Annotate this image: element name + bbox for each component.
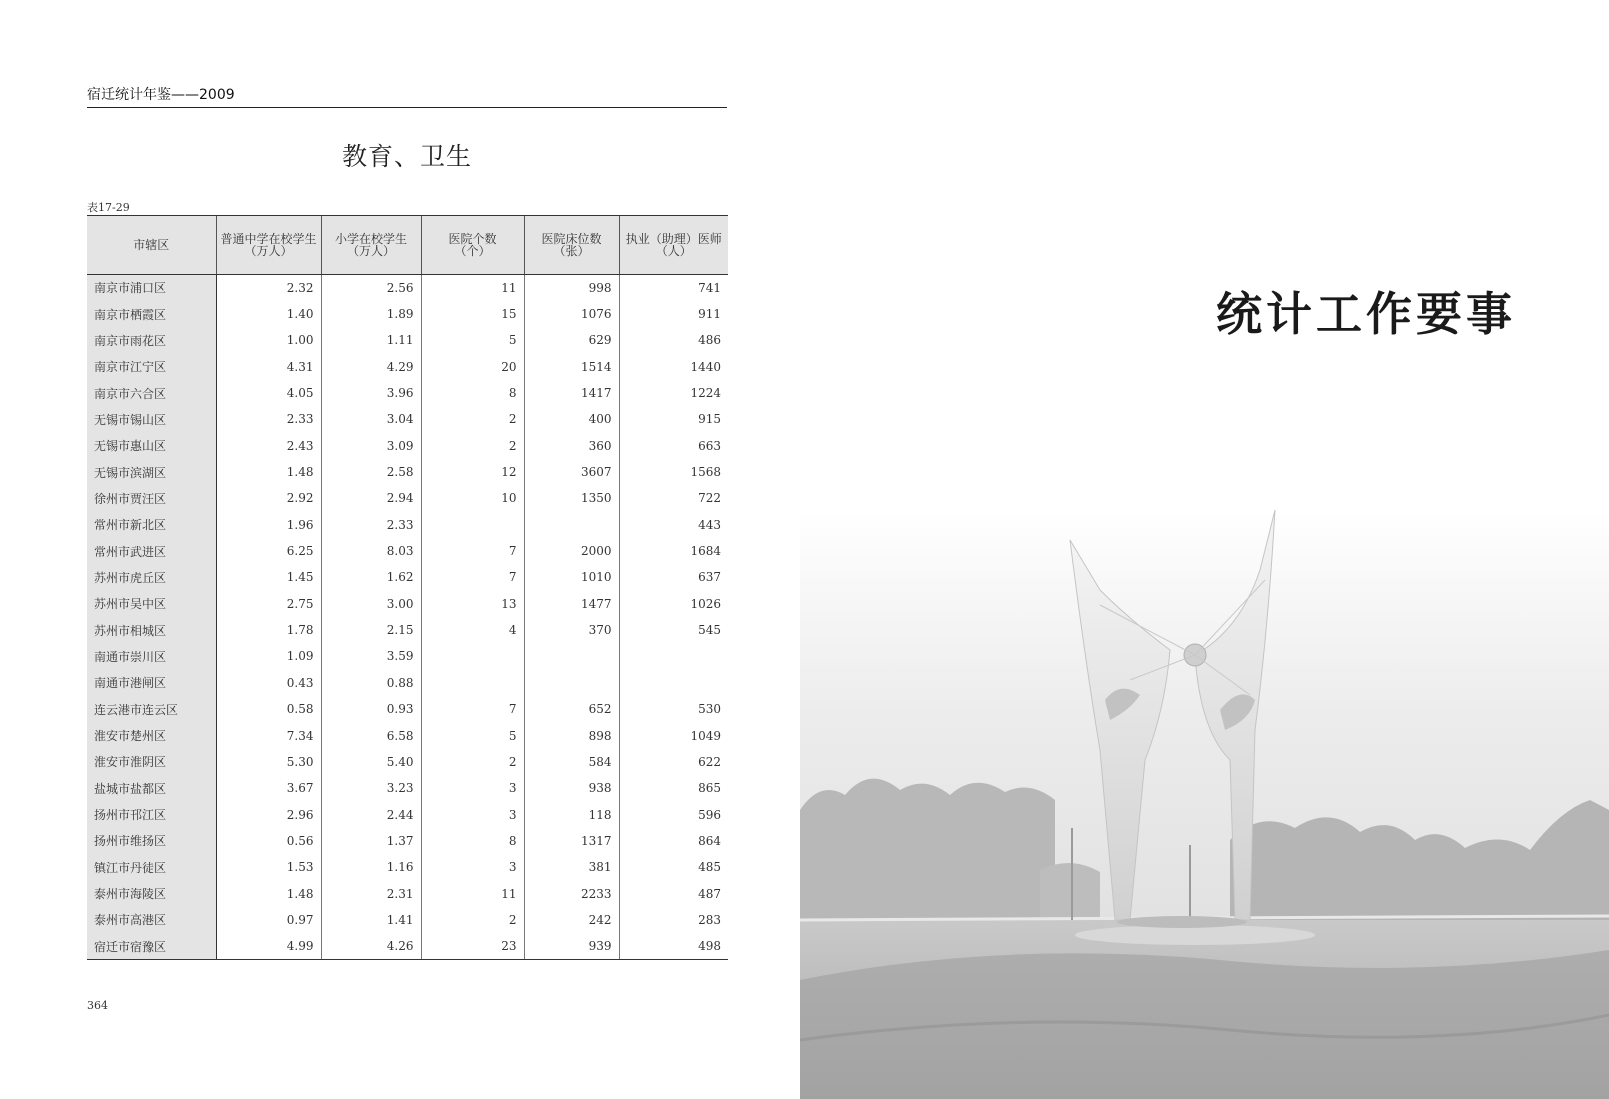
cell-middle-school: 2.92 <box>286 491 314 506</box>
table-header-row <box>87 216 728 275</box>
cell-middle-school: 1.40 <box>286 307 314 322</box>
cell-hospitals: 10 <box>421 485 524 511</box>
cell-physicians: 663 <box>619 433 728 459</box>
chapter-title: 统计工作要事 <box>1216 287 1516 341</box>
cell-beds: 652 <box>524 696 619 722</box>
cell-region: 徐州市贾汪区 <box>87 485 216 511</box>
cell-hospitals: 2 <box>421 406 524 432</box>
cell-region: 盐城市盐都区 <box>87 775 216 801</box>
cell-middle-school: 1.53 <box>286 860 314 875</box>
cell-beds: 3607 <box>524 459 619 485</box>
cell-physicians: 486 <box>619 327 728 353</box>
table-number: 表17-29 <box>87 201 130 214</box>
cell-primary-school: 1.16 <box>321 854 421 880</box>
cell-physicians <box>619 643 728 669</box>
cell-hospitals <box>421 512 524 538</box>
cell-region: 扬州市邗江区 <box>87 801 216 827</box>
cell-primary-school: 0.88 <box>321 670 421 696</box>
table-row <box>87 854 728 880</box>
cell-middle-school: 0.56 <box>286 833 314 848</box>
cell-region: 南通市港闸区 <box>87 670 216 696</box>
cell-beds: 2000 <box>524 538 619 564</box>
cell-physicians: 1026 <box>619 591 728 617</box>
cell-primary-school: 6.58 <box>321 722 421 748</box>
cell-region: 泰州市高港区 <box>87 907 216 933</box>
cell-middle-school: 0.43 <box>286 675 314 690</box>
table-row <box>87 801 728 827</box>
cell-beds: 2233 <box>524 880 619 906</box>
cell-primary-school: 2.33 <box>321 512 421 538</box>
cell-hospitals: 7 <box>421 564 524 590</box>
table-row <box>87 933 728 959</box>
cell-region: 扬州市维扬区 <box>87 828 216 854</box>
cell-middle-school: 1.48 <box>286 886 314 901</box>
cell-primary-school: 4.29 <box>321 354 421 380</box>
cell-middle-school: 0.58 <box>286 702 314 717</box>
header-primary-school-students <box>321 216 421 275</box>
cell-hospitals: 23 <box>421 933 524 959</box>
cell-physicians: 911 <box>619 301 728 327</box>
cell-primary-school: 3.59 <box>321 643 421 669</box>
cell-middle-school: 1.48 <box>286 465 314 480</box>
cell-beds <box>524 643 619 669</box>
statistics-table <box>87 215 728 960</box>
cell-middle-school: 4.31 <box>286 359 314 374</box>
table-row <box>87 275 728 301</box>
cell-hospitals: 7 <box>421 696 524 722</box>
cell-region: 无锡市滨湖区 <box>87 459 216 485</box>
left-page <box>0 0 800 1099</box>
cell-region: 无锡市惠山区 <box>87 433 216 459</box>
cell-hospitals: 8 <box>421 380 524 406</box>
cell-beds: 1317 <box>524 828 619 854</box>
table-row <box>87 459 728 485</box>
cell-beds <box>524 670 619 696</box>
cell-hospitals <box>421 643 524 669</box>
cell-primary-school: 1.37 <box>321 828 421 854</box>
cell-middle-school: 1.45 <box>286 570 314 585</box>
cell-middle-school: 1.09 <box>286 649 314 664</box>
cell-beds: 1010 <box>524 564 619 590</box>
header-unit: （万人） <box>346 244 395 258</box>
table-row <box>87 828 728 854</box>
cell-hospitals: 13 <box>421 591 524 617</box>
header-region <box>87 216 216 275</box>
cell-beds: 370 <box>524 617 619 643</box>
table-body <box>87 275 728 960</box>
cell-hospitals: 3 <box>421 854 524 880</box>
cell-physicians: 596 <box>619 801 728 827</box>
header-physicians <box>619 216 728 275</box>
cell-physicians: 530 <box>619 696 728 722</box>
page-number: 364 <box>87 999 108 1012</box>
cell-primary-school: 1.41 <box>321 907 421 933</box>
cell-primary-school: 3.09 <box>321 433 421 459</box>
cell-physicians: 864 <box>619 828 728 854</box>
header-unit: （万人） <box>244 244 293 258</box>
cell-primary-school: 1.89 <box>321 301 421 327</box>
header-label: 执业（助理）医师 <box>625 232 722 246</box>
cell-region: 南京市雨花区 <box>87 327 216 353</box>
header-middle-school-students <box>216 216 321 275</box>
cell-middle-school: 7.34 <box>286 728 314 743</box>
cell-physicians: 637 <box>619 564 728 590</box>
cell-middle-school: 5.30 <box>286 754 314 769</box>
cell-hospitals: 3 <box>421 801 524 827</box>
cell-beds: 998 <box>524 275 619 301</box>
table-row <box>87 406 728 432</box>
cell-hospitals: 4 <box>421 617 524 643</box>
table-row <box>87 354 728 380</box>
cell-beds: 939 <box>524 933 619 959</box>
cell-region: 淮安市淮阴区 <box>87 749 216 775</box>
header-hospital-count <box>421 216 524 275</box>
cell-hospitals: 5 <box>421 327 524 353</box>
table-row <box>87 643 728 669</box>
cell-primary-school: 2.31 <box>321 880 421 906</box>
cell-region: 苏州市吴中区 <box>87 591 216 617</box>
cell-middle-school: 4.99 <box>216 933 321 959</box>
cell-region: 淮安市楚州区 <box>87 722 216 748</box>
cell-region: 无锡市锡山区 <box>87 406 216 432</box>
cell-primary-school: 2.15 <box>321 617 421 643</box>
cell-middle-school: 2.32 <box>286 280 314 295</box>
cell-region: 南京市六合区 <box>87 380 216 406</box>
cell-beds: 381 <box>524 854 619 880</box>
cell-beds: 118 <box>524 801 619 827</box>
cell-region: 镇江市丹徒区 <box>87 854 216 880</box>
cell-physicians: 485 <box>619 854 728 880</box>
cell-physicians <box>619 670 728 696</box>
cell-region: 宿迁市宿豫区 <box>87 933 216 959</box>
cell-beds: 938 <box>524 775 619 801</box>
cell-beds: 1076 <box>524 301 619 327</box>
cell-region: 苏州市相城区 <box>87 617 216 643</box>
header-label: 小学在校学生 <box>334 232 407 246</box>
cell-hospitals: 5 <box>421 722 524 748</box>
cell-primary-school: 1.62 <box>321 564 421 590</box>
table-row <box>87 617 728 643</box>
cell-beds: 1514 <box>524 354 619 380</box>
cell-region: 苏州市虎丘区 <box>87 564 216 590</box>
cell-primary-school: 4.26 <box>321 933 421 959</box>
cell-physicians: 722 <box>619 485 728 511</box>
cell-primary-school: 1.11 <box>321 327 421 353</box>
cell-physicians: 498 <box>619 933 728 959</box>
cell-region: 南京市栖霞区 <box>87 301 216 327</box>
cell-physicians: 1568 <box>619 459 728 485</box>
cell-primary-school: 2.58 <box>321 459 421 485</box>
table-row <box>87 696 728 722</box>
cell-physicians: 1684 <box>619 538 728 564</box>
cell-region: 常州市武进区 <box>87 538 216 564</box>
cell-middle-school: 1.78 <box>286 623 314 638</box>
table-row <box>87 775 728 801</box>
table-row <box>87 433 728 459</box>
cell-physicians: 865 <box>619 775 728 801</box>
cell-hospitals: 8 <box>421 828 524 854</box>
cell-middle-school: 1.00 <box>286 333 314 348</box>
cell-primary-school: 2.56 <box>321 275 421 301</box>
cell-hospitals: 20 <box>421 354 524 380</box>
table-row <box>87 907 728 933</box>
cell-middle-school: 3.67 <box>286 781 314 796</box>
cell-beds: 1477 <box>524 591 619 617</box>
cell-middle-school: 2.43 <box>286 438 314 453</box>
cell-region: 泰州市海陵区 <box>87 880 216 906</box>
cell-primary-school: 2.44 <box>321 801 421 827</box>
cell-hospitals <box>421 670 524 696</box>
cell-primary-school: 3.23 <box>321 775 421 801</box>
cell-physicians: 741 <box>619 275 728 301</box>
cell-middle-school: 0.97 <box>286 912 314 927</box>
header-label: 医院个数 <box>448 232 497 246</box>
header-unit: （人） <box>655 244 692 258</box>
cell-middle-school: 2.33 <box>286 412 314 427</box>
cell-physicians: 283 <box>619 907 728 933</box>
cell-hospitals: 3 <box>421 775 524 801</box>
table-row <box>87 512 728 538</box>
cell-physicians: 915 <box>619 406 728 432</box>
cell-primary-school: 3.96 <box>321 380 421 406</box>
table-row <box>87 327 728 353</box>
cell-beds: 1417 <box>524 380 619 406</box>
header-label: 医院床位数 <box>541 232 602 246</box>
cell-middle-school: 1.96 <box>286 517 314 532</box>
right-page <box>800 0 1609 1099</box>
cell-middle-school: 2.96 <box>286 807 314 822</box>
cell-physicians: 622 <box>619 749 728 775</box>
cell-primary-school: 5.40 <box>321 749 421 775</box>
cell-middle-school: 4.05 <box>286 386 314 401</box>
cell-hospitals: 2 <box>421 749 524 775</box>
cell-beds <box>524 512 619 538</box>
cell-hospitals: 15 <box>421 301 524 327</box>
cell-hospitals: 2 <box>421 433 524 459</box>
cell-beds: 584 <box>524 749 619 775</box>
cell-primary-school: 8.03 <box>321 538 421 564</box>
cell-hospitals: 2 <box>421 907 524 933</box>
header-hospital-beds <box>524 216 619 275</box>
cell-physicians: 487 <box>619 880 728 906</box>
table-row <box>87 880 728 906</box>
cell-hospitals: 11 <box>421 275 524 301</box>
running-head: 宿迁统计年鉴——2009 <box>87 84 727 108</box>
table-row <box>87 670 728 696</box>
header-unit: （张） <box>553 244 590 258</box>
cell-beds: 242 <box>524 907 619 933</box>
cell-beds: 360 <box>524 433 619 459</box>
table-row <box>87 722 728 748</box>
cell-region: 常州市新北区 <box>87 512 216 538</box>
cell-physicians: 1224 <box>619 380 728 406</box>
table-row <box>87 749 728 775</box>
cell-middle-school: 2.75 <box>286 596 314 611</box>
table-row <box>87 485 728 511</box>
cell-primary-school: 0.93 <box>321 696 421 722</box>
table-row <box>87 564 728 590</box>
cell-beds: 629 <box>524 327 619 353</box>
cell-region: 连云港市连云区 <box>87 696 216 722</box>
header-unit: （个） <box>454 244 491 258</box>
cell-physicians: 443 <box>619 512 728 538</box>
cell-primary-school: 3.04 <box>321 406 421 432</box>
table-row <box>87 301 728 327</box>
table-row <box>87 380 728 406</box>
cell-physicians: 1440 <box>619 354 728 380</box>
cell-middle-school: 6.25 <box>286 544 314 559</box>
cell-beds: 898 <box>524 722 619 748</box>
table-row <box>87 591 728 617</box>
table-row <box>87 538 728 564</box>
cell-primary-school: 3.00 <box>321 591 421 617</box>
monument-photo <box>800 510 1609 1099</box>
cell-hospitals: 7 <box>421 538 524 564</box>
cell-region: 南京市浦口区 <box>87 275 216 301</box>
cell-hospitals: 11 <box>421 880 524 906</box>
header-label: 市辖区 <box>133 238 170 252</box>
cell-physicians: 1049 <box>619 722 728 748</box>
cell-beds: 400 <box>524 406 619 432</box>
cell-region: 南京市江宁区 <box>87 354 216 380</box>
cell-hospitals: 12 <box>421 459 524 485</box>
header-label: 普通中学在校学生 <box>220 232 317 246</box>
section-title: 教育、卫生 <box>341 142 472 171</box>
cell-physicians: 545 <box>619 617 728 643</box>
cell-beds: 1350 <box>524 485 619 511</box>
cell-primary-school: 2.94 <box>321 485 421 511</box>
cell-region: 南通市崇川区 <box>87 643 216 669</box>
